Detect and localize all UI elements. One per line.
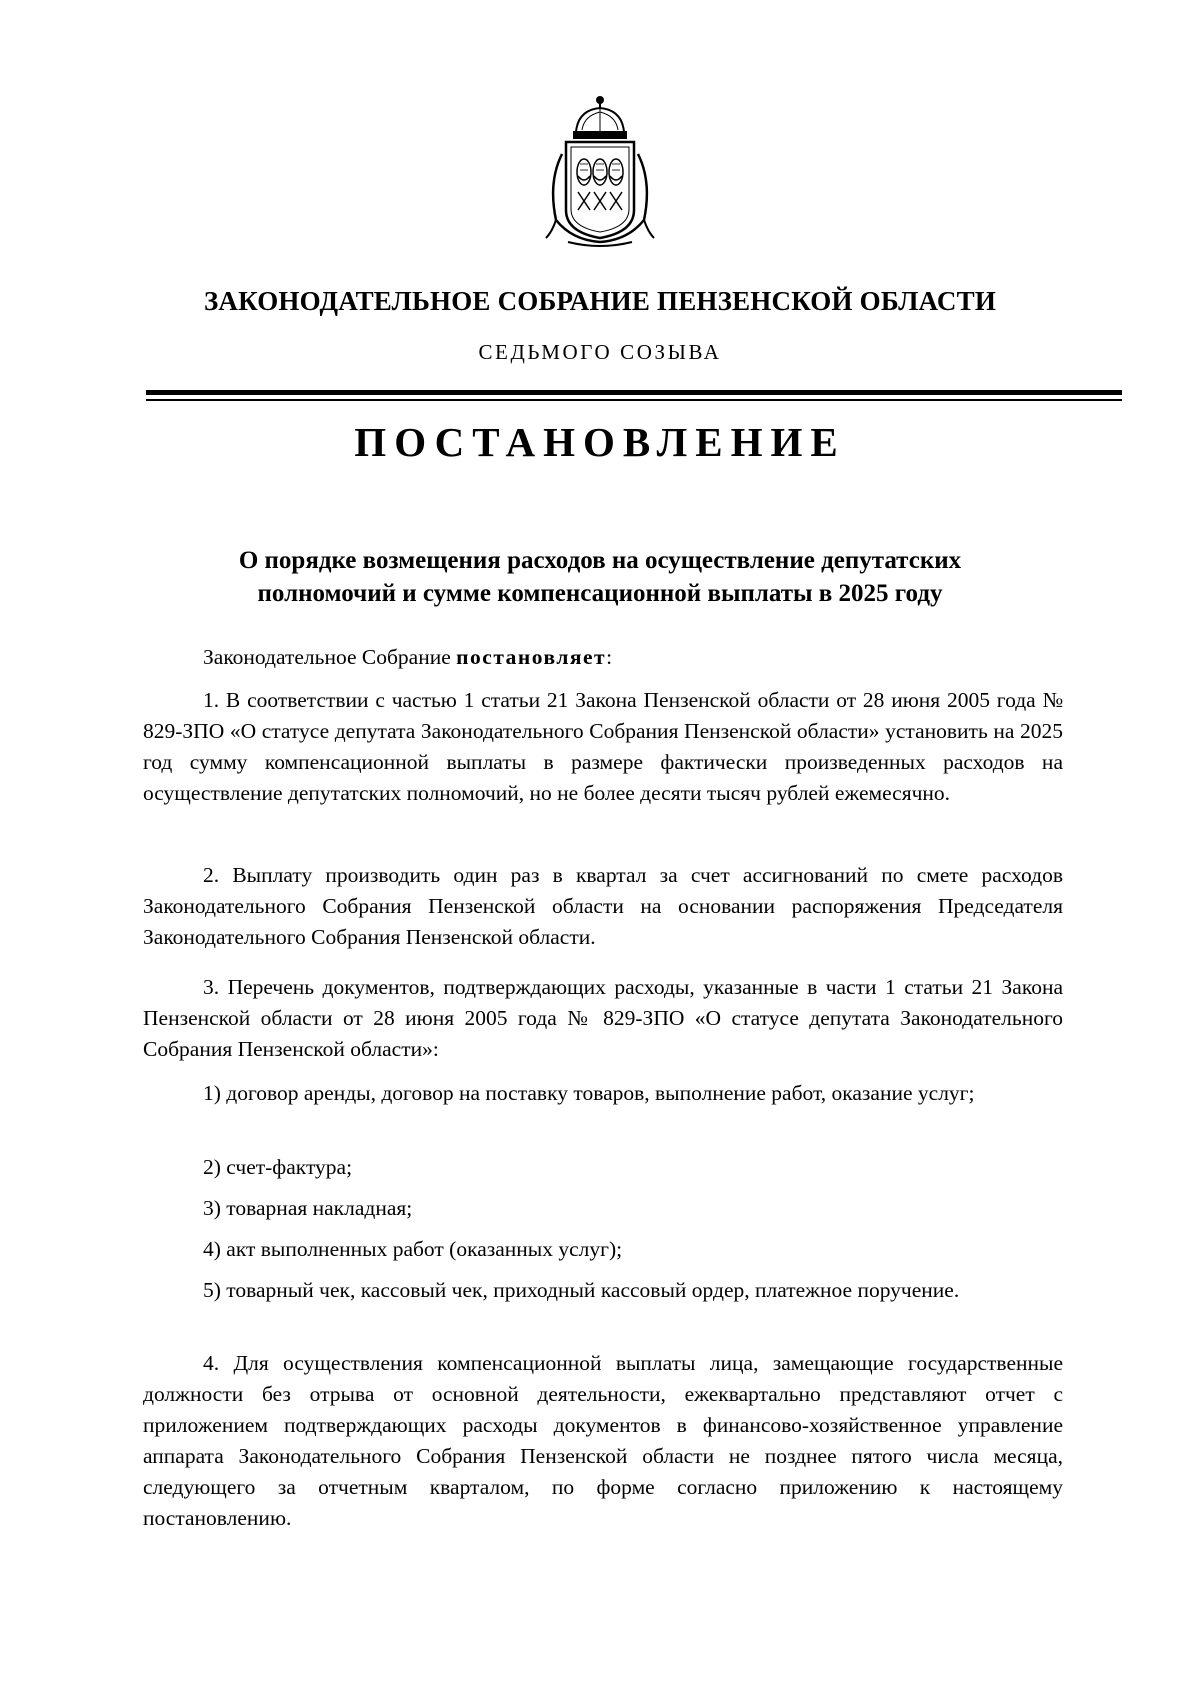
paragraph-2: 2. Выплату производить один раз в квартал за счет ассигнований по смете расходов Законодательного Собрания Пензенской области на основании распоряжения Председателя Законодательного Собрания Пензенской области. xyxy=(143,863,1063,949)
intro-suffix: : xyxy=(606,645,613,669)
paragraph-4: 4. Для осуществления компенсационной выплаты лица, замещающие государственные должности без отрыва от основной деятельности, ежеквартально представляют отчет с приложением подтверждающих расходы документов в финансово-хозяйственное управление аппарата Законодательного Собрания Пензенской области не позднее пятого числа месяца, следующего за отчетным кварталом, по форме согласно приложению к настоящему постановлению. xyxy=(143,1351,1063,1530)
list-item: 1) договор аренды, договор на поставку товаров, выполнение работ, оказание услуг; xyxy=(203,1081,975,1105)
document-subject xyxy=(140,544,1060,610)
paragraph-3: 3. Перечень документов, подтверждающих расходы, указанные в части 1 статьи 21 Закона Пензенской области от 28 июня 2005 года № 829-ЗПО «О статусе депутата Законодательного Собрания Пензенской области»: xyxy=(143,975,1063,1061)
intro-emphasis: постановляет xyxy=(456,645,607,669)
paragraph-1: 1. В соответствии с частью 1 статьи 21 Закона Пензенской области от 28 июня 2005 года № 829-ЗПО «О статусе депутата Законодательного Собрания Пензенской области» установить на 2025 год сумму компенсационной выплаты в размере фактически произведенных расходов на осуществление депутатских полномочий, но не более десяти тысяч рублей ежемесячно. xyxy=(143,688,1063,805)
subject-line-1: О порядке возмещения расходов на осуществление депутатских xyxy=(238,547,962,574)
document-type-title: ПОСТАНОВЛЕНИЕ xyxy=(354,419,846,465)
convocation: СЕДЬМОГО СОЗЫВА xyxy=(478,340,722,364)
intro-prefix: Законодательное Собрание xyxy=(203,645,457,669)
list-item: 4) акт выполненных работ (оказанных услуг); xyxy=(203,1237,623,1261)
list-item: 3) товарная накладная; xyxy=(203,1196,413,1220)
list-item: 2) счет-фактура; xyxy=(203,1155,353,1179)
intro-paragraph xyxy=(143,642,1063,673)
organization-name: ЗАКОНОДАТЕЛЬНОЕ СОБРАНИЕ ПЕНЗЕНСКОЙ ОБЛАСТИ xyxy=(203,286,997,316)
coat-of-arms-icon xyxy=(542,92,658,250)
list-item: 5) товарный чек, кассовый чек, приходный кассовый ордер, платежное поручение. xyxy=(203,1278,960,1302)
header-rule-thin xyxy=(146,399,1122,401)
subject-line-2: полномочий и сумме компенсационной выплаты в 2025 году xyxy=(257,580,943,607)
header-rule-thick xyxy=(146,390,1122,395)
